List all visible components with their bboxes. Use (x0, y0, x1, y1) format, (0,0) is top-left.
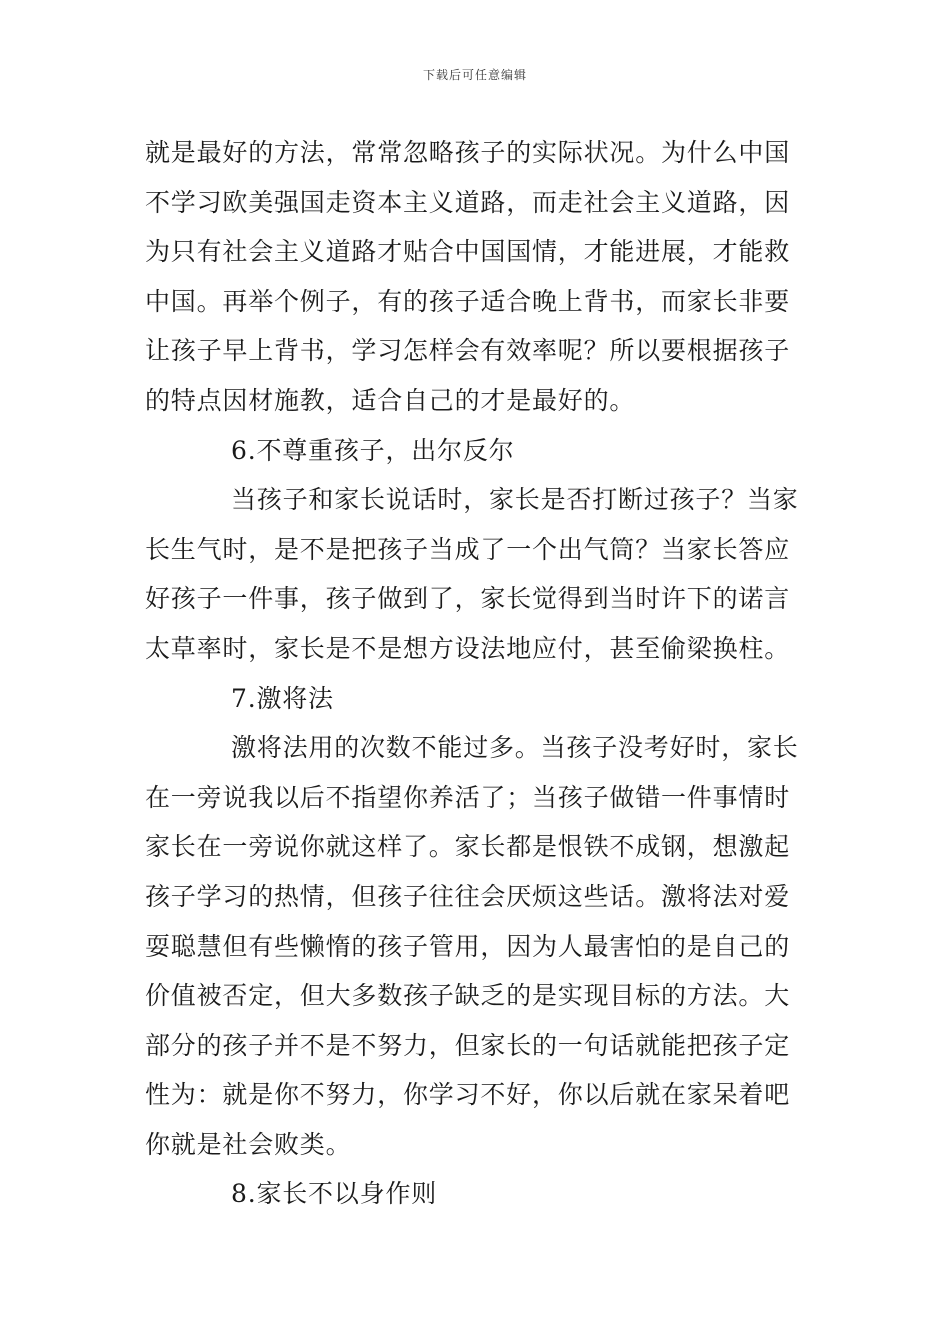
text-line: 就是最好的方法，常常忽略孩子的实际状况。为什么中国 (145, 138, 791, 167)
section-heading-6: 6.不尊重孩子，出尔反尔 (231, 435, 515, 465)
text-line: 耍聪慧但有些懒惰的孩子管用，因为人最害怕的是自己的 (145, 931, 791, 961)
text-line: 长生气时，是不是把孩子当成了一个出气筒？当家长答应 (145, 534, 791, 564)
text-line: 价值被否定，但大多数孩子缺乏的是实现目标的方法。大 (145, 981, 791, 1011)
text-line: 中国。再举个例子，有的孩子适合晚上背书，而家长非要 (145, 286, 791, 316)
document-body (145, 128, 810, 1219)
section-heading-8: 8.家长不以身作则 (231, 1179, 438, 1209)
text-line: 性为：就是你不努力，你学习不好，你以后就在家呆着吧 (145, 1080, 791, 1110)
section-heading-7: 7.激将法 (231, 683, 334, 713)
text-line: 激将法用的次数不能过多。当孩子没考好时，家长 (231, 733, 799, 763)
page-header: 下载后可任意编辑 (422, 68, 527, 82)
text-line: 孩子学习的热情，但孩子往往会厌烦这些话。激将法对爱 (145, 881, 791, 911)
text-line: 你就是社会败类。 (145, 1129, 352, 1159)
text-line: 不学习欧美强国走资本主义道路，而走社会主义道路，因 (145, 187, 791, 217)
text-line: 家长在一旁说你就这样了。家长都是恨铁不成钢，想激起 (145, 832, 791, 862)
text-line: 太草率时，家长是不是想方设法地应付，甚至偷梁换柱。 (145, 633, 791, 663)
text-line: 当孩子和家长说话时，家长是否打断过孩子？当家 (231, 485, 799, 515)
text-line: 部分的孩子并不是不努力，但家长的一句话就能把孩子定 (145, 1030, 791, 1060)
text-line: 为只有社会主义道路才贴合中国国情，才能进展，才能救 (145, 237, 791, 267)
text-line: 让孩子早上背书，学习怎样会有效率呢？所以要根据孩子 (145, 336, 791, 366)
text-line: 在一旁说我以后不指望你养活了；当孩子做错一件事情时 (145, 782, 791, 812)
text-line: 好孩子一件事，孩子做到了，家长觉得到当时许下的诺言 (145, 584, 791, 614)
text-line: 的特点因材施教，适合自己的才是最好的。 (145, 385, 636, 415)
